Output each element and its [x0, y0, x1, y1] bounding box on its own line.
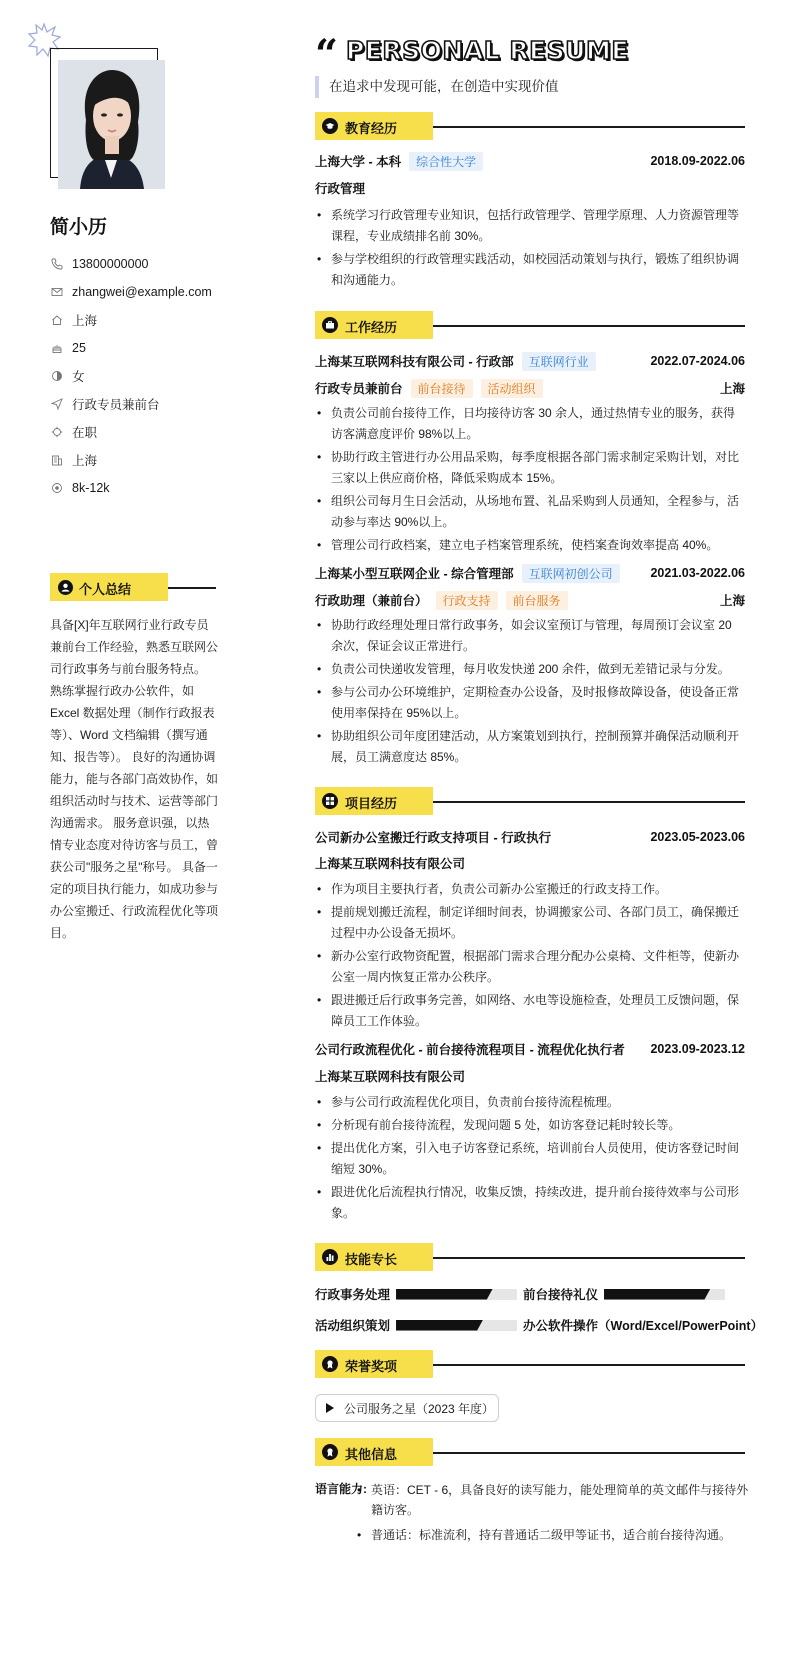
job-2-city: 上海	[719, 594, 745, 608]
home-icon	[50, 313, 64, 327]
education-school: 上海大学 - 本科	[315, 155, 402, 169]
contact-location-value: 上海	[72, 314, 98, 328]
job-2-row	[315, 563, 745, 583]
skills-title: 技能专长	[345, 1252, 398, 1267]
contact-list	[50, 250, 230, 502]
summary-text: 具备[X]年互联网行业行政专员兼前台工作经验，熟悉互联网公司行政事务与前台服务特点。 熟练掌握行政办公软件，如 Excel 数据处理（制作行政报表等）、Word 文档编辑（撰写通知、报告等）。 良好的沟通协调能力，能与各部门高效协作，如组织活动时与技术、运营等部门沟通需求。 服务意识强，以热情专业态度对待访客与员工，曾获公司"服务之星"称号。 具备一定的项目执行能力，如成功参与办公室搬迁、行政流程优化等项目。	[50, 618, 219, 940]
projects-section-header	[315, 787, 745, 815]
contact-email	[50, 278, 230, 306]
skill-2	[523, 1286, 725, 1302]
list-item: • 跟进搬迁后行政事务完善，如网络、水电等设施检查，处理员工反馈问题，保障员工工作体验。	[315, 990, 745, 1032]
education-row	[315, 151, 745, 171]
list-item: • 参与公司办公环境维护，定期检查办公设备，及时报修故障设备，使设备正常使用率保持在 95%以上。	[315, 682, 745, 724]
contact-position-value: 行政专员兼前台	[72, 398, 160, 412]
contact-status	[50, 418, 230, 446]
job-2-role-row	[315, 590, 745, 610]
list-item: • 参与学校组织的行政管理实践活动，如校园活动策划与执行，锻炼了组织协调和沟通能力。	[315, 249, 745, 291]
job-1-tag-2: 活动组织	[481, 379, 543, 398]
contact-age	[50, 334, 230, 362]
info-icon	[322, 1444, 338, 1460]
contact-location	[50, 306, 230, 334]
skill-2-bar	[604, 1289, 725, 1300]
skills-section-header	[315, 1243, 745, 1271]
list-item: • 负责公司快递收发管理，每月收发快递 200 余件，做到无差错记录与分发。	[315, 659, 745, 680]
candidate-name: 简小历	[50, 217, 108, 238]
phone-icon	[50, 257, 64, 271]
list-item: • 组织公司每月生日会活动，从场地布置、礼品采购到人员通知，全程参与，活动参与率达 90%以上。	[315, 491, 745, 533]
education-title: 教育经历	[345, 121, 398, 136]
bar-chart-icon	[322, 1249, 338, 1265]
awards-section-header	[315, 1350, 745, 1378]
list-item: • 协助行政主管进行办公用品采购，每季度根据各部门需求制定采购计划，对比三家以上供应商价格，降低采购成本 15%。	[315, 447, 745, 489]
list-item: • 英语：CET - 6，具备良好的读写能力，能处理简单的英文邮件与接待外籍访客。	[355, 1480, 750, 1520]
job-1-row	[315, 351, 745, 371]
project-2-row	[315, 1039, 745, 1059]
contact-age-value: 25	[72, 341, 86, 355]
awards-title: 荣誉奖项	[345, 1359, 398, 1374]
list-item: • 普通话：标准流利，持有普通话二级甲等证书，适合前台接待沟通。	[355, 1525, 750, 1545]
job-1-date: 2022.07-2024.06	[650, 354, 745, 368]
skill-1	[315, 1286, 517, 1302]
skill-2-name: 前台接待礼仪	[523, 1288, 599, 1302]
contact-email-value: zhangwei@example.com	[72, 285, 212, 299]
job-2-role: 行政助理（兼前台）	[315, 594, 428, 608]
job-2-date: 2021.03-2022.06	[650, 566, 745, 580]
list-item: • 跟进优化后流程执行情况，收集反馈，持续改进，提升前台接待效率与公司形象。	[315, 1182, 745, 1224]
award-icon	[322, 1356, 338, 1372]
contact-phone	[50, 250, 230, 278]
award-item-label: 公司服务之星（2023 年度）	[344, 1401, 495, 1416]
list-item: • 新办公室行政物资配置，根据部门需求合理分配办公桌椅、文件柜等，使新办公室一周内恢复正常办公秩序。	[315, 946, 745, 988]
project-2-name: 公司行政流程优化 - 前台接待流程项目 - 流程优化执行者	[315, 1043, 625, 1057]
job-2-industry: 互联网初创公司	[522, 564, 620, 583]
sidebar	[0, 0, 230, 1653]
list-item: • 分析现有前台接待流程，发现问题 5 处，如访客登记耗时较长等。	[315, 1115, 745, 1136]
list-item: • 管理公司行政档案，建立电子档案管理系统，使档案查询效率提高 40%。	[315, 535, 745, 556]
send-icon	[50, 397, 64, 411]
skill-4-name: 办公软件操作（Word/Excel/PowerPoint）	[523, 1319, 764, 1333]
education-section-header	[315, 112, 745, 140]
list-item: • 作为项目主要执行者，负责公司新办公室搬迁的行政支持工作。	[315, 879, 745, 900]
cake-icon	[50, 341, 64, 355]
skill-3-name: 活动组织策划	[315, 1319, 391, 1333]
status-icon	[50, 425, 64, 439]
graduation-cap-icon	[322, 118, 338, 134]
quote-mark: “	[315, 31, 339, 78]
avatar	[58, 60, 165, 189]
user-icon	[58, 580, 73, 595]
other-section-header	[315, 1438, 745, 1466]
language-label: 语言能力:	[315, 1482, 367, 1496]
play-icon	[326, 1403, 334, 1413]
work-section-header	[315, 311, 745, 339]
gender-icon	[50, 369, 64, 383]
project-1-company-row	[315, 853, 745, 873]
resume-title	[315, 30, 629, 78]
education-date: 2018.09-2022.06	[650, 154, 745, 168]
skill-1-fill	[396, 1289, 493, 1300]
education-major-row	[315, 178, 745, 198]
project-1-company: 上海某互联网科技有限公司	[315, 857, 466, 871]
job-1-role-row	[315, 378, 745, 398]
contact-city	[50, 446, 230, 474]
job-2-bullets	[315, 615, 745, 770]
job-2-company: 上海某小型互联网企业 - 综合管理部	[315, 567, 514, 581]
project-2-company-row	[315, 1066, 745, 1086]
list-item: • 系统学习行政管理专业知识，包括行政管理学、管理学原理、人力资源管理等课程，专业成绩排名前 30%。	[315, 205, 745, 247]
list-item: • 协助组织公司年度团建活动，从方案策划到执行，控制预算并确保活动顺利开展，员工满意度达 85%。	[315, 726, 745, 768]
salary-icon	[50, 481, 64, 495]
motto: 在追求中发现可能，在创造中实现价值	[315, 76, 559, 98]
skill-1-bar	[396, 1289, 517, 1300]
list-item: • 提出优化方案，引入电子访客登记系统，培训前台人员使用，使访客登记时间缩短 30%。	[315, 1138, 745, 1180]
job-1-company: 上海某互联网科技有限公司 - 行政部	[315, 355, 514, 369]
skill-3	[315, 1317, 517, 1333]
contact-city-value: 上海	[72, 454, 98, 468]
work-title: 工作经历	[345, 320, 398, 335]
contact-position	[50, 390, 230, 418]
resume-title-text: PERSONAL RESUME	[346, 35, 629, 65]
project-2-bullets	[315, 1092, 745, 1226]
contact-gender	[50, 362, 230, 390]
mail-icon	[50, 285, 64, 299]
building-icon	[50, 453, 64, 467]
list-item: • 负责公司前台接待工作，日均接待访客 30 余人，通过热情专业的服务，获得访客满意度评价 98%以上。	[315, 403, 745, 445]
summary-section-header	[50, 573, 216, 601]
contact-status-value: 在职	[72, 426, 98, 440]
job-1-role: 行政专员兼前台	[315, 382, 403, 396]
award-item[interactable]	[315, 1394, 499, 1422]
project-1-row	[315, 827, 745, 847]
language-list	[355, 1480, 750, 1550]
project-1-bullets	[315, 879, 745, 1034]
skill-3-fill	[396, 1320, 483, 1331]
skill-3-bar	[396, 1320, 517, 1331]
contact-gender-value: 女	[72, 370, 85, 384]
list-item: • 参与公司行政流程优化项目，负责前台接待流程梳理。	[315, 1092, 745, 1113]
job-1-city: 上海	[719, 382, 745, 396]
summary-title: 个人总结	[79, 582, 132, 597]
education-bullets	[315, 205, 745, 293]
education-tag: 综合性大学	[409, 152, 483, 171]
project-2-company: 上海某互联网科技有限公司	[315, 1070, 466, 1084]
skill-1-name: 行政事务处理	[315, 1288, 391, 1302]
education-major: 行政管理	[315, 182, 366, 196]
contact-salary	[50, 474, 230, 502]
project-2-date: 2023.09-2023.12	[650, 1042, 745, 1056]
list-item: • 协助行政经理处理日常行政事务，如会议室预订与管理，每周预订会议室 20 余次，保证会议正常进行。	[315, 615, 745, 657]
contact-phone-value: 13800000000	[72, 257, 149, 271]
job-2-tag-2: 前台服务	[506, 591, 568, 610]
skill-4	[523, 1317, 763, 1333]
other-title: 其他信息	[345, 1447, 398, 1462]
projects-title: 项目经历	[345, 796, 398, 811]
briefcase-icon	[322, 317, 338, 333]
job-2-tag-1: 行政支持	[436, 591, 498, 610]
contact-salary-value: 8k-12k	[72, 481, 110, 495]
list-item: • 提前规划搬迁流程，制定详细时间表，协调搬家公司、各部门员工，确保搬迁过程中办公设备无损坏。	[315, 902, 745, 944]
job-1-tag-1: 前台接待	[411, 379, 473, 398]
grid-icon	[322, 793, 338, 809]
skill-2-fill	[604, 1289, 710, 1300]
project-1-date: 2023.05-2023.06	[650, 830, 745, 844]
job-1-bullets	[315, 403, 745, 558]
job-1-industry: 互联网行业	[522, 352, 596, 371]
project-1-name: 公司新办公室搬迁行政支持项目 - 行政执行	[315, 831, 552, 845]
